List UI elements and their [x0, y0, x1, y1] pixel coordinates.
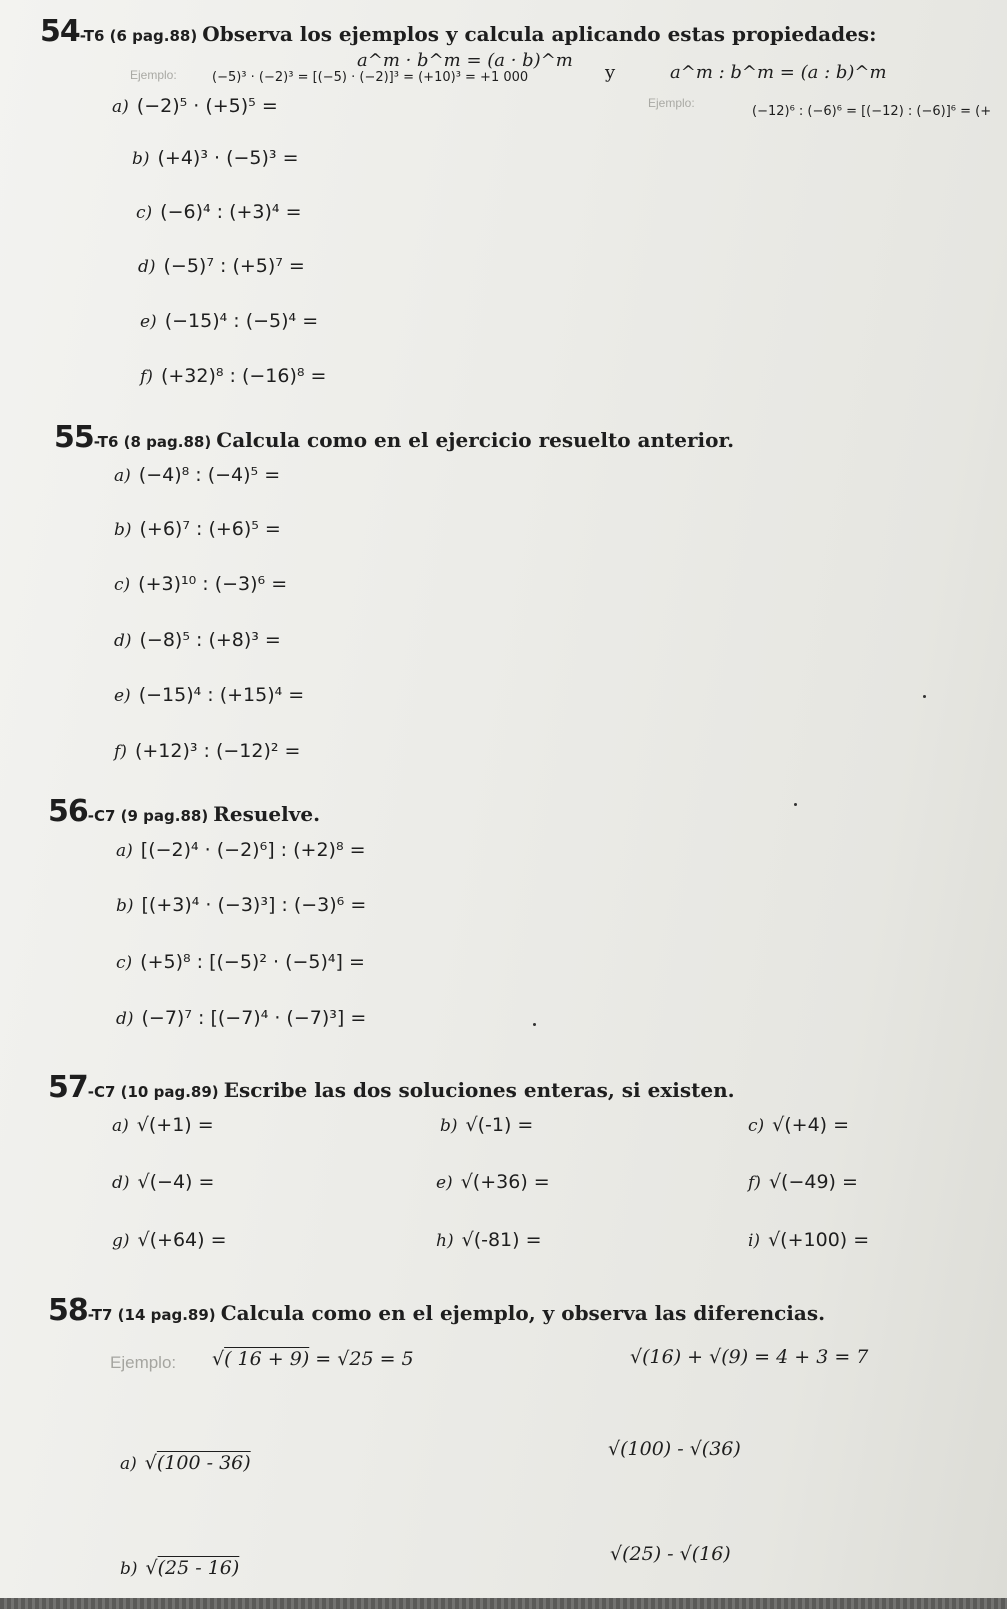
sqrt-difference: √(100) - √(36) [608, 1438, 741, 1460]
exercise-title: Escribe las dos soluciones enteras, si existen. [223, 1078, 735, 1102]
list-item: b) √(25 - 16) [120, 1557, 240, 1579]
exercise-number: 54 [40, 14, 80, 49]
exercise-title: Resuelve. [213, 802, 321, 826]
list-item: a) (−4)⁸ : (−4)⁵ = [114, 464, 281, 486]
example-sum-of-sqrts: √(16) + √(9) = 4 + 3 = 7 [630, 1346, 869, 1368]
sqrt-difference: √(25) - √(16) [610, 1543, 731, 1565]
list-item: c) (+3)¹⁰ : (−3)⁶ = [114, 573, 288, 595]
list-item: b) √(-1) = [440, 1114, 534, 1136]
list-item: c) √(+4) = [748, 1114, 850, 1136]
property-formula-product: a^m · b^m = (a · b)^m [357, 50, 573, 71]
exercise-57-header [48, 1070, 735, 1105]
paper-speck [794, 803, 797, 806]
list-item: c) (−6)⁴ : (+3)⁴ = [136, 201, 302, 223]
exercise-number: 58 [48, 1293, 88, 1328]
exercise-number: 55 [54, 420, 94, 455]
exercise-number: 57 [48, 1070, 88, 1105]
radical-sign: √ [144, 1452, 157, 1474]
exercise-code: -C7 (9 pag.88) [87, 807, 209, 825]
list-item: f) (+12)³ : (−12)² = [114, 740, 301, 762]
exercise-title: Calcula como en el ejemplo, y observa las diferencias. [220, 1301, 826, 1325]
exercise-58-header [48, 1293, 825, 1328]
example-label: Ejemplo: [130, 68, 177, 82]
example-quotient: (−12)⁶ : (−6)⁶ = [(−12) : (−6)]⁶ = (+ [752, 104, 992, 119]
property-formula-quotient: a^m : b^m = (a : b)^m [670, 62, 887, 83]
radicand: (25 - 16) [157, 1557, 240, 1579]
exercise-code: -T6 (8 pag.88) [93, 433, 212, 451]
radical-sign: √ [145, 1557, 158, 1579]
list-item: e) (−15)⁴ : (−5)⁴ = [140, 310, 319, 332]
exercise-number: 56 [48, 794, 88, 829]
exercise-54-header [40, 14, 876, 49]
example-product: (−5)³ · (−2)³ = [(−5) · (−2)]³ = (+10)³ = +1 000 [212, 70, 529, 85]
exercise-code: -C7 (10 pag.89) [87, 1083, 219, 1101]
exercise-code: -T7 (14 pag.89) [87, 1306, 216, 1324]
list-item: f) √(−49) = [748, 1171, 858, 1193]
list-item: d) √(−4) = [112, 1171, 215, 1193]
list-item: e) (−15)⁴ : (+15)⁴ = [114, 684, 305, 706]
list-item: i) √(+100) = [748, 1229, 870, 1251]
paper-speck [923, 695, 926, 698]
list-item: a) (−2)⁵ · (+5)⁵ = [112, 95, 278, 117]
example-label: Ejemplo: [648, 96, 695, 110]
list-item: b) (+6)⁷ : (+6)⁵ = [114, 518, 281, 540]
list-item: e) √(+36) = [436, 1171, 550, 1193]
page-bottom-edge [0, 1598, 1007, 1609]
list-item: g) √(+64) = [112, 1229, 227, 1251]
list-item: a) √(+1) = [112, 1114, 214, 1136]
list-item: d) (−8)⁵ : (+8)³ = [114, 629, 281, 651]
list-item: f) (+32)⁸ : (−16)⁸ = [140, 365, 327, 387]
list-item: b) [(+3)⁴ · (−3)³] : (−3)⁶ = [116, 894, 367, 916]
radicand: ( 16 + 9) [224, 1348, 310, 1370]
radicand: (100 - 36) [156, 1452, 251, 1474]
list-item: b) (+4)³ · (−5)³ = [132, 147, 299, 169]
example-label: Ejemplo: [110, 1353, 177, 1372]
exercise-56-header [48, 794, 320, 829]
paper-speck [533, 1023, 536, 1026]
example-sqrt-sum: √( 16 + 9) = √25 = 5 [212, 1348, 414, 1370]
exercise-title: Observa los ejemplos y calcula aplicando estas propiedades: [202, 22, 877, 46]
list-item: d) (−7)⁷ : [(−7)⁴ · (−7)³] = [116, 1007, 367, 1029]
exercise-title: Calcula como en el ejercicio resuelto anterior. [216, 428, 735, 452]
list-item: d) (−5)⁷ : (+5)⁷ = [138, 255, 305, 277]
list-item: h) √(-81) = [436, 1229, 542, 1251]
exercise-code: -T6 (6 pag.88) [79, 27, 198, 45]
conjunction: y [605, 62, 616, 83]
exercise-55-header [54, 420, 734, 455]
list-item: a) [(−2)⁴ · (−2)⁶] : (+2)⁸ = [116, 839, 366, 861]
list-item: c) (+5)⁸ : [(−5)² · (−5)⁴] = [116, 951, 365, 973]
list-item: a) √(100 - 36) [120, 1452, 251, 1474]
radical-sign: √ [212, 1348, 225, 1370]
